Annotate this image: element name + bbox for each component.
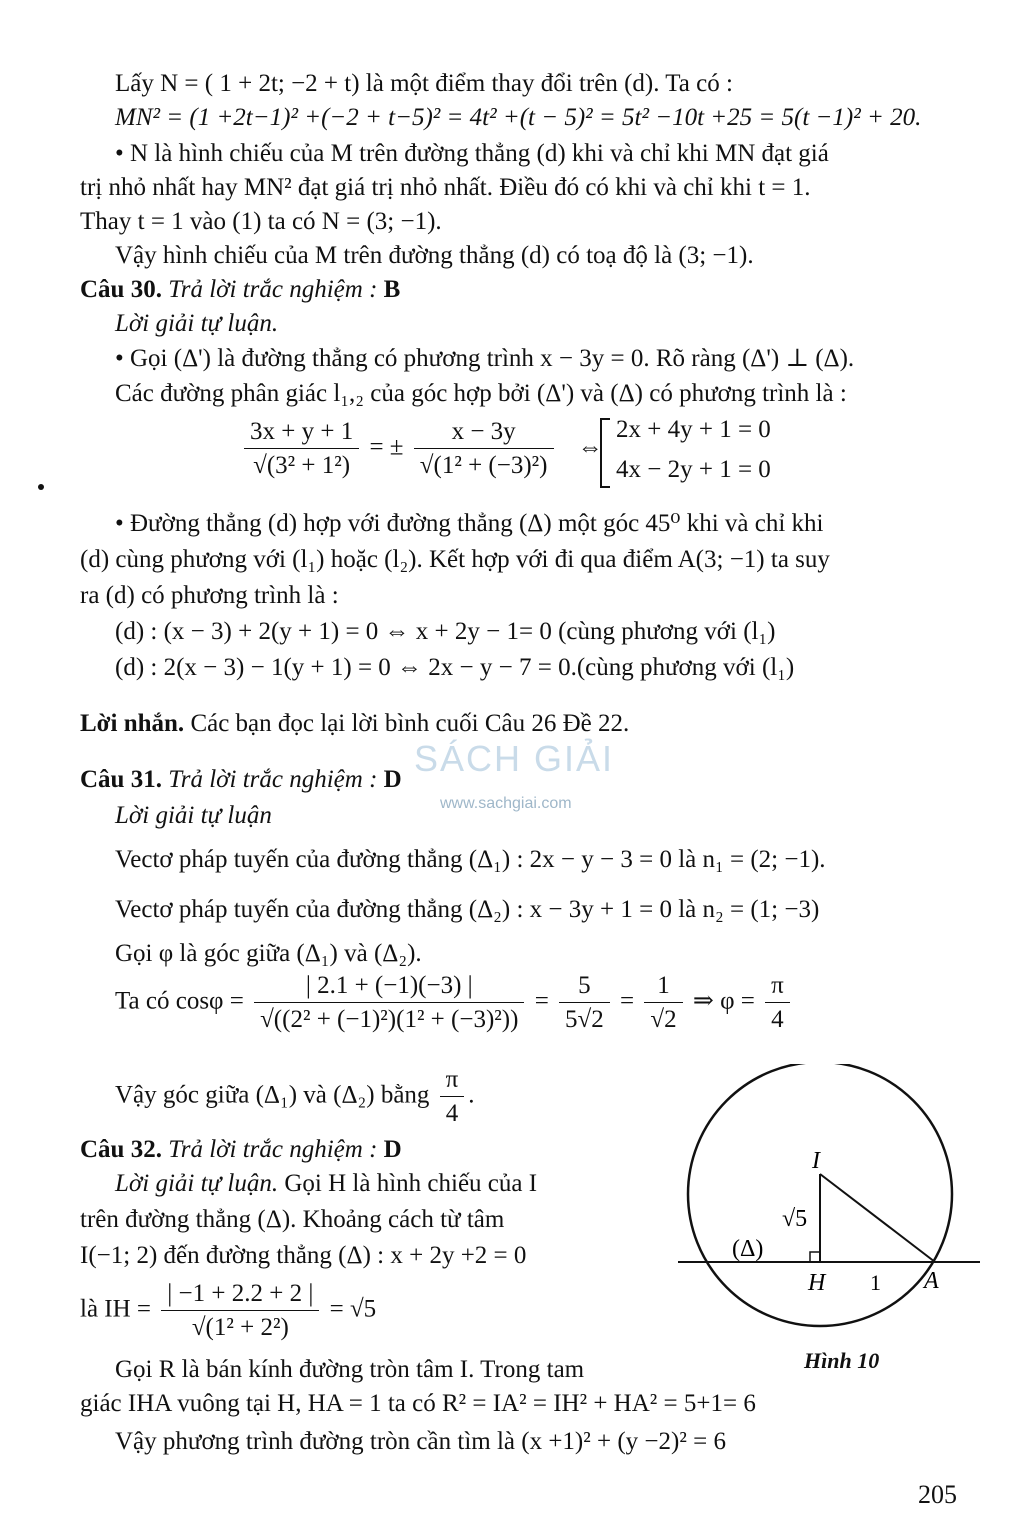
denominator: √2 (650, 1006, 677, 1033)
watermark-url: www.sachgiai.com (440, 795, 572, 812)
conclusion-text: Vậy góc giữa (Δ₁) và (Δ₂) bằng (115, 1081, 430, 1109)
text-fragment: Gọi H là hình chiếu của I (284, 1170, 538, 1197)
angle-conclusion: Vậy góc giữa (Δ₁) và (Δ₂) bằng $\frac{\pi}{4}$ . (115, 1066, 475, 1127)
distance-equation (80, 1280, 376, 1342)
text-line: Thay t = 1 vào (1) ta có N = (3; −1). (80, 208, 442, 235)
equation-result: = √5 (329, 1295, 377, 1323)
denominator: √(1² + (−3)²) (419, 452, 548, 479)
label-delta: (Δ) (732, 1236, 764, 1262)
system-bracket (600, 418, 610, 488)
text-line: giác IHA vuông tại H, HA = 1 ta có R² = IA² = IH² + HA² = 5+1= 6 (80, 1390, 756, 1417)
subheading: Lời giải tự luận. (115, 1170, 279, 1197)
system-equation-1: 2x + 4y + 1 = 0 (616, 416, 771, 443)
subheading: Lời giải tự luận (115, 802, 272, 829)
cosine-equation: Ta có cosφ = $\frac{| 2.1 + (-1)(-3) |}{\text{√((2² + (−1)²)(1² + (−3)²))}}$ = $\frac{5}{5√2}$ = $\frac{1}{√2}$ ⇒ φ = $\frac{\pi}{4}$ (115, 972, 794, 1034)
segment-IA (820, 1174, 935, 1262)
numerator: 3x + y + 1 (244, 418, 359, 449)
text-line: Vậy hình chiếu của M trên đường thẳng (d) có toạ độ là (3; −1). (115, 242, 754, 269)
fraction (414, 418, 554, 480)
text-line: Vậy phương trình đường tròn cần tìm là (x +1)² + (y −2)² = 6 (115, 1428, 726, 1455)
system-equation-2: 4x − 2y + 1 = 0 (616, 456, 771, 483)
numerator: x − 3y (414, 418, 554, 449)
answer-letter: D (383, 1136, 402, 1163)
text-line: Gọi φ là góc giữa (Δ₁) và (Δ₂). (115, 940, 422, 967)
text-line: trên đường thẳng (Δ). Khoảng cách từ tâm (80, 1206, 505, 1233)
label-H: H (808, 1270, 826, 1296)
text-line: trị nhỏ nhất hay MN² đạt giá trị nhỏ nhất. Điều đó có khi và chỉ khi t = 1. (80, 174, 811, 201)
denominator: 4 (771, 1006, 784, 1033)
fraction (440, 1066, 465, 1128)
label-I: I (812, 1148, 820, 1174)
equals-sign: = ± (369, 433, 404, 461)
subheading: Lời giải tự luận. (115, 310, 279, 337)
text-line: I(−1; 2) đến đường thẳng (Δ) : x + 2y +2 = 0 (80, 1242, 527, 1269)
fraction (254, 972, 524, 1034)
equation-line: (d) : (x − 3) + 2(y + 1) = 0 ⇔ x + 2y − 1= 0 (cùng phương với (l₁) (115, 618, 776, 645)
denominator: 4 (445, 1100, 459, 1127)
label-one: 1 (870, 1270, 881, 1295)
denominator: 5√2 (565, 1006, 604, 1033)
numerator: 5 (559, 972, 610, 1003)
denominator: √((2² + (−1)²)(1² + (−3)²)) (260, 1006, 519, 1033)
answer-label: Trả lời trắc nghiệm : (168, 1136, 378, 1163)
page-number: 205 (918, 1480, 957, 1509)
equation-lead: là IH = (80, 1295, 152, 1323)
text-line: • Gọi (Δ') là đường thẳng có phương trình x − 3y = 0. Rõ ràng (Δ') ⊥ (Δ). (115, 345, 855, 372)
answer-letter: B (383, 276, 401, 303)
numerator: π (440, 1066, 465, 1097)
answer-label: Trả lời trắc nghiệm : (168, 276, 378, 303)
label-sqrt5: √5 (782, 1206, 808, 1232)
fraction (161, 1280, 319, 1342)
fraction (644, 972, 682, 1034)
denominator: √(3² + 1²) (253, 452, 351, 479)
equation-line: (d) : 2(x − 3) − 1(y + 1) = 0 ⇔ 2x − y − 7 = 0.(cùng phương với (l₁) (115, 654, 795, 681)
right-angle-mark (810, 1252, 820, 1262)
fraction (559, 972, 610, 1034)
question-30-heading (80, 276, 400, 305)
note-label: Lời nhắn. (80, 710, 185, 737)
note (80, 710, 629, 739)
text-line: Vectơ pháp tuyến của đường thẳng (Δ₁) : 2x − y − 3 = 0 là n₁ = (2; −1). (115, 846, 826, 873)
bisector-equation (240, 418, 603, 480)
numerator: | −1 + 2.2 + 2 | (161, 1280, 319, 1311)
numerator: π (765, 972, 790, 1003)
question-label: Câu 30. (80, 276, 162, 303)
answer-letter: D (383, 766, 402, 793)
question-31-heading (80, 766, 402, 795)
text-line: Vectơ pháp tuyến của đường thẳng (Δ₂) : x − 3y + 1 = 0 là n₂ = (1; −3) (115, 896, 820, 923)
text-line: ra (d) có phương trình là : (80, 582, 339, 609)
stray-dot (38, 484, 44, 490)
figure-10-diagram (670, 1064, 990, 1384)
numerator: | 2.1 + (−1)(−3) | (254, 972, 524, 1003)
text-line: • N là hình chiếu của M trên đường thẳng (d) khi và chỉ khi MN đạt giá (115, 140, 829, 167)
equation-lead: Ta có cosφ = (115, 987, 244, 1015)
implies-symbol: ⇒ φ = (692, 987, 755, 1015)
denominator: √(1² + 2²) (191, 1314, 289, 1341)
numerator: 1 (644, 972, 682, 1003)
text-line (115, 1170, 537, 1199)
question-32-heading (80, 1136, 402, 1165)
question-label: Câu 32. (80, 1136, 162, 1163)
text-line: Lấy N = ( 1 + 2t; −2 + t) là một điểm thay đổi trên (d). Ta có : (115, 70, 733, 97)
equation-line: MN² = (1 +2t−1)² +(−2 + t−5)² = 4t² +(t − 5)² = 5t² −10t +25 = 5(t −1)² + 20. (115, 104, 922, 131)
question-label: Câu 31. (80, 766, 162, 793)
iff-symbol: ⇔ (577, 433, 603, 461)
fraction (765, 972, 790, 1034)
label-A: A (924, 1268, 939, 1294)
figure-caption: Hình 10 (804, 1348, 880, 1373)
watermark-logo: SÁCH GIẢI (414, 738, 615, 779)
text-line: • Đường thẳng (d) hợp với đường thẳng (Δ) một góc 45⁰ khi và chỉ khi (115, 510, 824, 537)
text-line: (d) cùng phương với (l₁) hoặc (l₂). Kết hợp với đi qua điểm A(3; −1) ta suy (80, 546, 830, 573)
note-text: Các bạn đọc lại lời bình cuối Câu 26 Đề 22. (190, 710, 630, 737)
fraction (244, 418, 359, 480)
text-line: Các đường phân giác l₁,₂ của góc hợp bởi (Δ') và (Δ) có phương trình là : (115, 380, 847, 407)
text-line: Gọi R là bán kính đường tròn tâm I. Trong tam (115, 1356, 585, 1383)
answer-label: Trả lời trắc nghiệm : (168, 766, 378, 793)
